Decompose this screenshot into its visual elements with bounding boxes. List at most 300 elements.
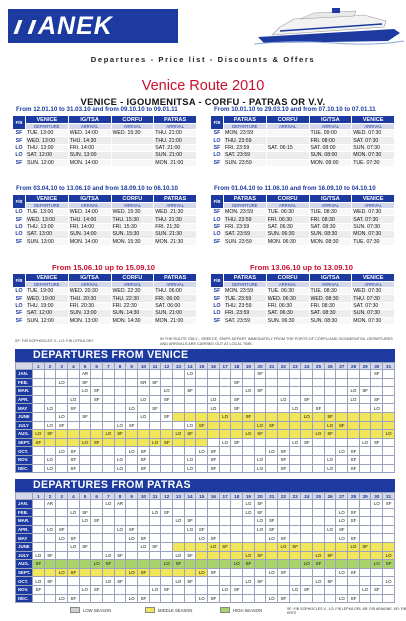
calendar-cell — [91, 455, 103, 464]
calendar-cell — [56, 508, 68, 517]
ship-code: LO — [13, 288, 26, 295]
schedule-time: SAT. 07:30 — [352, 137, 395, 144]
calendar-cell — [301, 447, 313, 456]
schedule-row — [13, 144, 197, 151]
route-title: Venice Route 2010 — [141, 78, 265, 94]
schedule-time: SAT. 06:00 — [154, 302, 197, 309]
calendar-cell — [359, 430, 371, 439]
ship-code: LO — [211, 310, 224, 317]
calendar-cell — [383, 508, 395, 517]
calendar-cell — [219, 517, 231, 526]
calendar-cell — [301, 430, 313, 439]
calendar-cell: SF — [266, 517, 278, 526]
calendar-cell — [161, 370, 173, 379]
ferry-ship-icon — [254, 7, 404, 47]
time-type-header: ARRIVAL — [352, 124, 395, 130]
schedule-time: SAT. 07:30 — [352, 302, 395, 309]
calendar-cell — [184, 542, 196, 551]
calendar-cell — [254, 438, 266, 447]
calendar-cell — [184, 508, 196, 517]
calendar-cell: LO — [289, 438, 301, 447]
ship-code: SF — [13, 159, 26, 166]
calendar-cell: SF — [383, 500, 395, 509]
schedule-time: FRI. 08:30 — [309, 302, 352, 309]
calendar-cell: LO — [126, 447, 138, 456]
calendar-cell — [289, 568, 301, 577]
calendar-cell — [33, 500, 45, 509]
calendar-cell — [266, 551, 278, 560]
schedule-time: WED. 07:30 — [352, 130, 395, 137]
month-corner — [16, 493, 33, 500]
calendar-cell: LO — [68, 508, 80, 517]
calendar-cell — [173, 447, 185, 456]
day-header: 28 — [348, 363, 360, 370]
calendar-cell — [56, 560, 68, 569]
calendar-cell — [359, 594, 371, 603]
calendar-cell — [324, 500, 336, 509]
calendar-cell — [56, 542, 68, 551]
schedule-time: FRI. 08:30 — [309, 216, 352, 223]
calendar-cell — [371, 447, 383, 456]
calendar-cell: SF — [68, 455, 80, 464]
calendar-cell — [79, 560, 91, 569]
calendar-cell: SF — [324, 551, 336, 560]
calendar-cell — [348, 577, 360, 586]
season-legend — [15, 606, 406, 616]
schedule-period: From 03.04.10 to 13.06.10 and from 18.09.10 to 06.10.10 — [16, 185, 178, 192]
schedule-time: MON. 06:30 — [266, 238, 309, 245]
calendar-cell: LO — [138, 412, 150, 421]
calendar-cell: LO — [336, 534, 348, 543]
schedule-time: SUN. 21:30 — [154, 231, 197, 238]
port-header: CORFU — [111, 274, 154, 282]
calendar-cell — [173, 542, 185, 551]
calendar-cell — [231, 508, 243, 517]
calendar-cell — [68, 438, 80, 447]
month-label: JULY — [16, 551, 33, 560]
day-header: 17 — [219, 493, 231, 500]
schedule-time: SUN. 21:00 — [154, 152, 197, 159]
calendar-cell: SF — [208, 534, 220, 543]
calendar-cell — [196, 378, 208, 387]
calendar-row — [16, 438, 395, 447]
fb-header: F/B — [13, 274, 26, 288]
day-header: 25 — [313, 363, 325, 370]
calendar-cell — [289, 594, 301, 603]
calendar-cell: SF — [138, 568, 150, 577]
calendar-cell: SF — [359, 387, 371, 396]
schedule-time: MON. 23:59 — [224, 130, 267, 137]
calendar-cell — [208, 430, 220, 439]
calendar-cell — [68, 387, 80, 396]
calendar-cell — [348, 560, 360, 569]
calendar-cell — [161, 378, 173, 387]
day-header: 19 — [243, 363, 255, 370]
calendar-cell — [208, 560, 220, 569]
schedule-row — [13, 231, 197, 238]
calendar-cell — [161, 517, 173, 526]
calendar-cell — [208, 585, 220, 594]
calendar-cell: LO — [138, 395, 150, 404]
departure-calendar — [15, 492, 395, 603]
day-header: 3 — [56, 363, 68, 370]
calendar-cell — [126, 577, 138, 586]
calendar-cell: SF — [114, 551, 126, 560]
schedule-time: THU. 13:00 — [26, 144, 69, 151]
month-label: JAN. — [16, 500, 33, 509]
day-header: 27 — [336, 493, 348, 500]
calendar-cell — [266, 508, 278, 517]
schedule-time: MON. 08:00 — [309, 159, 352, 166]
schedule-time: WED. 20:30 — [68, 288, 111, 295]
calendar-cell — [173, 455, 185, 464]
calendar-cell — [371, 542, 383, 551]
calendar-row — [16, 412, 395, 421]
calendar-cell: SF — [278, 594, 290, 603]
calendar-cell — [371, 421, 383, 430]
port-header: VENICE — [26, 116, 69, 124]
calendar-row — [16, 447, 395, 456]
calendar-cell — [44, 387, 56, 396]
calendar-cell: LO — [114, 455, 126, 464]
calendar-cell — [138, 551, 150, 560]
calendar-cell — [359, 412, 371, 421]
calendar-cell — [289, 412, 301, 421]
calendar-cell: LO — [126, 594, 138, 603]
calendar-cell — [196, 412, 208, 421]
calendar-cell — [208, 387, 220, 396]
calendar-cell — [313, 500, 325, 509]
calendar-cell — [79, 594, 91, 603]
calendar-cell — [44, 585, 56, 594]
schedule-time: SUN. 21:00 — [154, 310, 197, 317]
calendar-row — [16, 430, 395, 439]
schedule-time: FRI. 06:30 — [266, 302, 309, 309]
schedule-time: TUE. 13:00 — [26, 130, 69, 137]
schedule-time: MON. 21:30 — [154, 238, 197, 245]
calendar-cell — [208, 500, 220, 509]
calendar-cell — [149, 370, 161, 379]
calendar-cell — [196, 551, 208, 560]
schedule-time: SAT. 08:30 — [309, 310, 352, 317]
ship-code: SF — [13, 310, 26, 317]
calendar-cell — [138, 508, 150, 517]
calendar-cell — [278, 412, 290, 421]
calendar-cell — [44, 534, 56, 543]
calendar-cell — [324, 438, 336, 447]
calendar-cell — [243, 525, 255, 534]
calendar-cell: SF — [254, 577, 266, 586]
calendar-cell — [231, 447, 243, 456]
calendar-cell — [161, 500, 173, 509]
calendar-cell — [348, 404, 360, 413]
schedule-time: MON. 14:00 — [68, 159, 111, 166]
calendar-cell: SF — [231, 438, 243, 447]
calendar-cell — [196, 577, 208, 586]
calendar-cell — [33, 517, 45, 526]
time-type-header: ARRIVAL — [111, 203, 154, 209]
calendar-cell — [103, 421, 115, 430]
schedule-time: WED. 15:30 — [111, 209, 154, 216]
day-header: 16 — [208, 493, 220, 500]
calendar-cell — [324, 387, 336, 396]
calendar-cell: SF — [91, 517, 103, 526]
calendar-cell: SF — [184, 517, 196, 526]
calendar-cell — [301, 534, 313, 543]
time-type-header: DEPARTURE — [224, 203, 267, 209]
day-header: 2 — [44, 363, 56, 370]
calendar-cell — [114, 534, 126, 543]
calendar-cell — [324, 560, 336, 569]
calendar-cell: LO — [79, 387, 91, 396]
schedule-time: WED. 14:00 — [68, 209, 111, 216]
schedule-time: THU. 13:00 — [26, 223, 69, 230]
ship-code: SF — [13, 137, 26, 144]
calendar-cell — [278, 577, 290, 586]
calendar-cell — [371, 464, 383, 473]
schedule-time: SUN. 08:30 — [309, 231, 352, 238]
calendar-cell — [219, 534, 231, 543]
calendar-cell — [196, 517, 208, 526]
calendar-row — [16, 508, 395, 517]
calendar-cell — [184, 560, 196, 569]
calendar-cell — [371, 378, 383, 387]
calendar-cell: LO — [114, 421, 126, 430]
schedule-time: SUN. 14:00 — [68, 231, 111, 238]
calendar-cell — [231, 568, 243, 577]
calendar-cell: SF — [91, 585, 103, 594]
schedule-time: WED. 08:30 — [309, 295, 352, 302]
schedule-time: THU. 22:30 — [111, 295, 154, 302]
calendar-cell: LO — [126, 568, 138, 577]
day-header: 29 — [359, 493, 371, 500]
calendar-cell — [219, 560, 231, 569]
calendar-cell: LO — [173, 517, 185, 526]
calendar-cell — [348, 430, 360, 439]
ship-code: SF — [13, 216, 26, 223]
calendar-cell — [33, 534, 45, 543]
calendar-cell — [383, 438, 395, 447]
day-header: 23 — [289, 363, 301, 370]
calendar-cell — [278, 585, 290, 594]
calendar-cell: SF — [371, 395, 383, 404]
calendar-cell: LO — [219, 412, 231, 421]
day-header: 1 — [33, 363, 45, 370]
calendar-cell — [359, 560, 371, 569]
calendar-cell — [324, 534, 336, 543]
logo-stripes-icon — [13, 20, 36, 34]
calendar-cell: LO — [243, 430, 255, 439]
route-note: IN THE ROUTE ITALY - GREECE, SHIPS DEPART IMMEDIATELY FROM THE PORTS OF CORFU AND IGOUMENITSA. DEPARTURES AND ARRIVALS ARE CARRIED OUT AT LOCAL TIME. — [160, 337, 393, 346]
port-header: IG/TSA — [68, 195, 111, 203]
calendar-cell: SF — [348, 594, 360, 603]
calendar-cell: LO — [68, 395, 80, 404]
calendar-cell — [266, 430, 278, 439]
calendar-cell — [301, 517, 313, 526]
calendar-cell — [79, 568, 91, 577]
schedule-row — [13, 209, 197, 216]
calendar-cell — [91, 500, 103, 509]
ship-code: SF — [13, 295, 26, 302]
time-type-header: ARRIVAL — [154, 124, 197, 130]
ship-code: SF — [211, 288, 224, 295]
day-header: 12 — [161, 493, 173, 500]
ship-code: LO — [211, 231, 224, 238]
schedule-time: THU. 14:00 — [68, 216, 111, 223]
calendar-cell — [196, 455, 208, 464]
calendar-cell — [173, 508, 185, 517]
calendar-cell — [114, 447, 126, 456]
calendar-cell — [336, 542, 348, 551]
calendar-cell — [91, 447, 103, 456]
calendar-cell — [184, 438, 196, 447]
month-label: AUG. — [16, 430, 33, 439]
calendar-cell: SF — [33, 438, 45, 447]
calendar-cell — [219, 378, 231, 387]
calendar-cell — [91, 430, 103, 439]
calendar-cell: LO — [103, 500, 115, 509]
schedule-table — [12, 115, 197, 167]
schedule-time: TUE. 07:30 — [352, 159, 395, 166]
calendar-cell: SF — [231, 585, 243, 594]
calendar-cell: SF — [149, 378, 161, 387]
calendar-cell: LO — [301, 412, 313, 421]
calendar-cell — [91, 421, 103, 430]
calendar-cell — [68, 525, 80, 534]
month-label: JUNE — [16, 412, 33, 421]
calendar-cell — [336, 404, 348, 413]
calendar-cell — [371, 534, 383, 543]
schedule-time: TUE. 19:00 — [26, 288, 69, 295]
calendar-cell — [161, 447, 173, 456]
calendar-cell — [208, 370, 220, 379]
calendar-cell — [138, 387, 150, 396]
calendar-cell: SF — [91, 395, 103, 404]
calendar-cell — [184, 404, 196, 413]
calendar-cell — [324, 542, 336, 551]
month-label: MAR. — [16, 517, 33, 526]
day-header: 2 — [44, 493, 56, 500]
calendar-cell — [231, 517, 243, 526]
calendar-cell — [289, 370, 301, 379]
schedule-time: THU. 23:59 — [224, 216, 267, 223]
calendar-cell — [383, 404, 395, 413]
ship-code: LO — [13, 223, 26, 230]
calendar-cell — [149, 455, 161, 464]
calendar-cell — [371, 594, 383, 603]
calendar-cell — [348, 378, 360, 387]
schedule-period: From 10.01.10 to 29.03.10 and from 07.10.10 to 07.01.11 — [214, 106, 376, 113]
schedule-time: FRI. 06:30 — [266, 216, 309, 223]
schedule-time: WED. 22:30 — [111, 288, 154, 295]
calendar-cell — [68, 551, 80, 560]
calendar-cell — [161, 404, 173, 413]
port-header: IG/TSA — [68, 274, 111, 282]
calendar-cell — [44, 508, 56, 517]
day-header: 28 — [348, 493, 360, 500]
calendar-cell — [208, 517, 220, 526]
day-header: 11 — [149, 493, 161, 500]
calendar-cell — [383, 464, 395, 473]
calendar-cell: SF — [254, 430, 266, 439]
calendar-cell — [289, 464, 301, 473]
calendar-cell: LO — [103, 430, 115, 439]
calendar-cell: SF — [266, 525, 278, 534]
calendar-cell — [266, 455, 278, 464]
calendar-cell — [103, 378, 115, 387]
schedule-time: THU. 23:59 — [224, 302, 267, 309]
calendar-cell: SF — [138, 594, 150, 603]
calendar-cell: SF — [208, 594, 220, 603]
calendar-cell — [254, 560, 266, 569]
schedule-time: MON. 14:00 — [68, 238, 111, 245]
schedule-row — [13, 130, 197, 137]
calendar-cell — [91, 551, 103, 560]
calendar-cell — [219, 395, 231, 404]
calendar-cell — [184, 500, 196, 509]
high-season-label: HIGH SEASON — [233, 607, 263, 613]
calendar-cell — [79, 447, 91, 456]
calendar-cell — [91, 370, 103, 379]
day-header: 1 — [33, 493, 45, 500]
calendar-cell — [266, 378, 278, 387]
schedule-time: SUN. 08:30 — [309, 317, 352, 324]
calendar-cell — [33, 404, 45, 413]
calendar-cell: LO — [114, 525, 126, 534]
calendar-cell — [103, 525, 115, 534]
calendar-cell — [44, 438, 56, 447]
calendar-cell — [359, 577, 371, 586]
calendar-cell — [56, 430, 68, 439]
calendar-cell — [196, 542, 208, 551]
schedule-time: SUN. 14:30 — [111, 310, 154, 317]
fb-header: F/B — [211, 274, 224, 288]
calendar-cell: SF — [196, 525, 208, 534]
ship-code: SF — [211, 295, 224, 302]
calendar-cell — [91, 412, 103, 421]
calendar-cell: LO — [324, 525, 336, 534]
calendar-cell — [313, 568, 325, 577]
calendar-cell — [219, 568, 231, 577]
day-header: 25 — [313, 493, 325, 500]
calendar-cell — [56, 500, 68, 509]
port-header: CORFU — [266, 274, 309, 282]
calendar-cell — [219, 551, 231, 560]
calendar-cell: LO — [79, 438, 91, 447]
calendar-cell — [371, 517, 383, 526]
calendar-cell: AR — [44, 500, 56, 509]
schedule-time: TUE. 07:30 — [352, 238, 395, 245]
calendar-cell — [114, 585, 126, 594]
calendar-cell — [301, 378, 313, 387]
port-header: IG/TSA — [309, 195, 352, 203]
day-header: 27 — [336, 363, 348, 370]
calendar-cell — [114, 387, 126, 396]
port-header: PATRAS — [224, 274, 267, 282]
day-header: 14 — [184, 363, 196, 370]
calendar-cell: LO — [301, 560, 313, 569]
calendar-cell — [324, 508, 336, 517]
schedule-table — [210, 273, 395, 325]
calendar-cell — [254, 447, 266, 456]
calendar-cell — [231, 430, 243, 439]
schedule-time: SUN. 07:30 — [352, 223, 395, 230]
calendar-cell — [161, 455, 173, 464]
calendar-cell — [33, 464, 45, 473]
ship-code: SF — [211, 223, 224, 230]
calendar-cell — [126, 438, 138, 447]
calendar-cell — [161, 568, 173, 577]
